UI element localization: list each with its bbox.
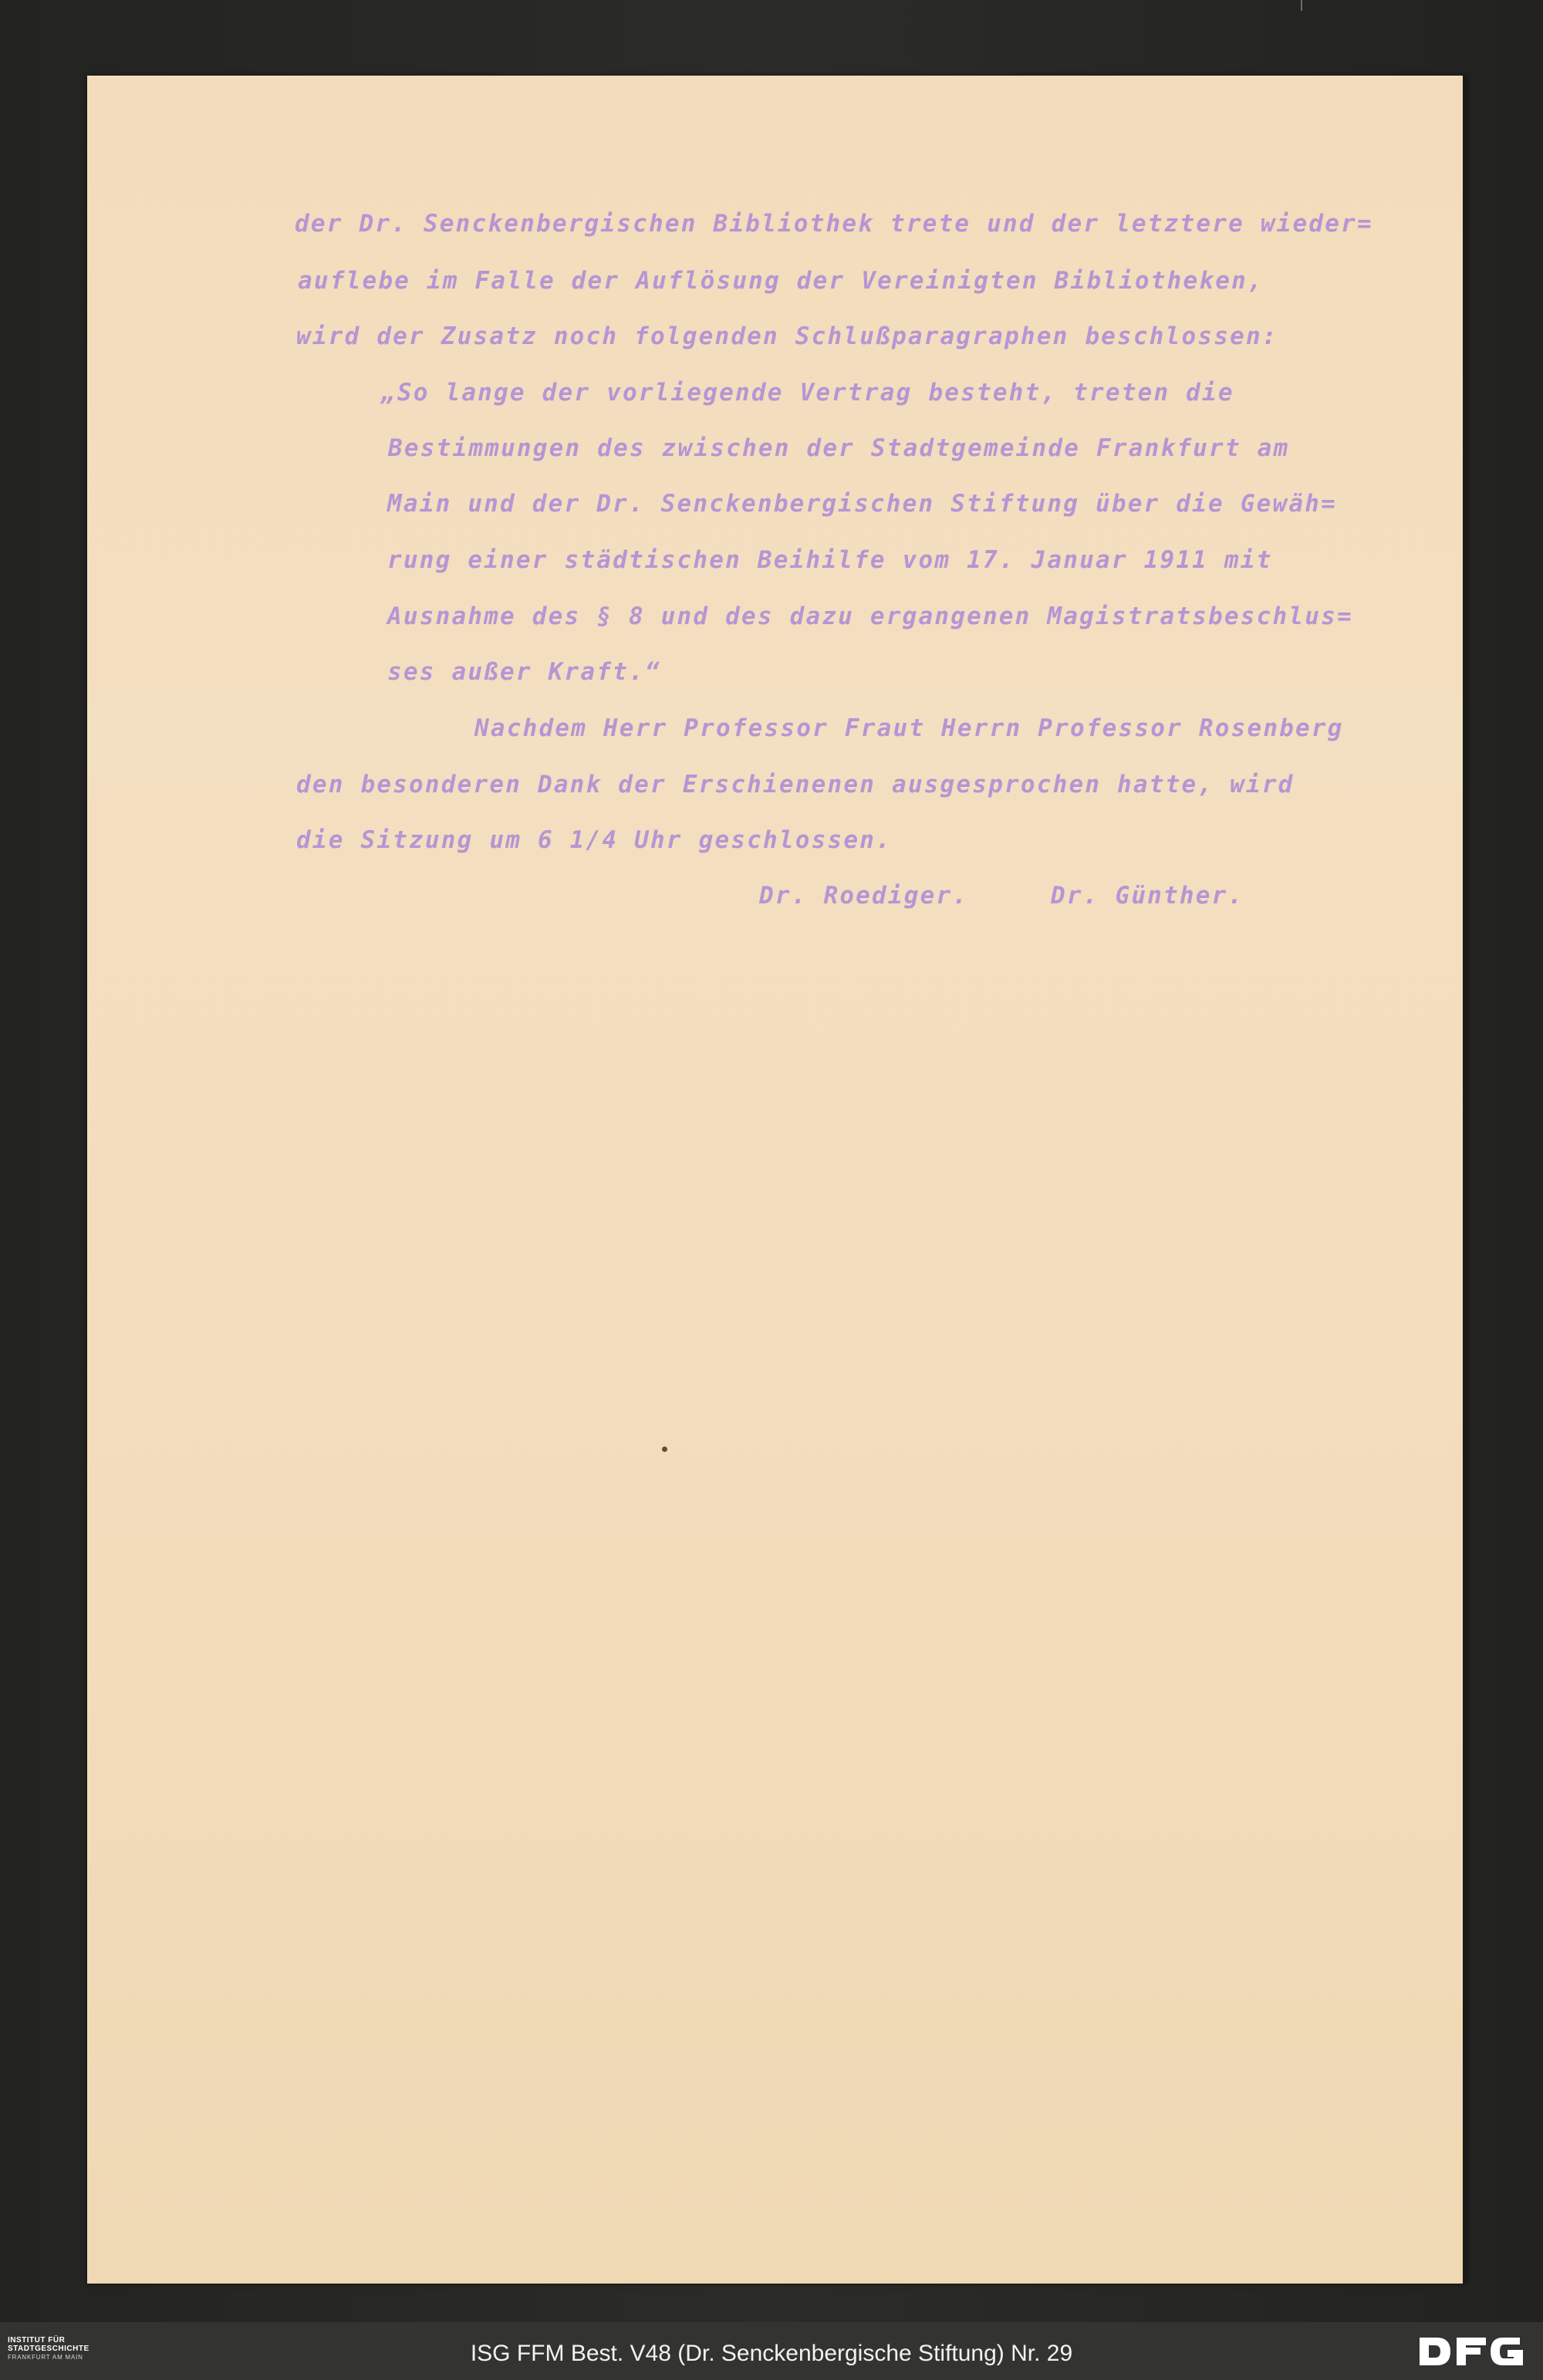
institute-city: FRANKFURT AM MAIN bbox=[8, 2354, 83, 2361]
signature-guenther: Dr. Günther. bbox=[1051, 882, 1244, 910]
institute-name-line2: STADTGESCHICHTE bbox=[8, 2345, 89, 2353]
text-line-7: rung einer städtischen Beihilfe vom 17. Januar 1911 mit bbox=[387, 546, 1273, 574]
text-line-2: auflebe im Falle der Auflösung der Vereinigten Bibliotheken, bbox=[298, 267, 1264, 295]
text-line-8: Ausnahme des § 8 und des dazu ergangenen Magistratsbeschlus= bbox=[387, 603, 1353, 630]
text-line-4: „So lange der vorliegende Vertrag besteht, treten die bbox=[381, 379, 1234, 407]
signature-roediger: Dr. Roediger. bbox=[759, 882, 969, 910]
text-line-5: Bestimmungen des zwischen der Stadtgemeinde Frankfurt am bbox=[388, 434, 1290, 462]
text-line-10: Nachdem Herr Professor Fraut Herrn Professor Rosenberg bbox=[474, 714, 1344, 742]
dfg-logo-icon bbox=[1416, 2334, 1532, 2368]
text-line-9: ses außer Kraft.“ bbox=[387, 658, 661, 686]
footer-bar bbox=[0, 2322, 1543, 2380]
text-line-1: der Dr. Senckenbergischen Bibliothek trete und der letztere wieder= bbox=[295, 210, 1373, 238]
text-line-11: den besonderen Dank der Erschienenen ausgesprochen hatte, wird bbox=[296, 771, 1295, 798]
archive-caption: ISG FFM Best. V48 (Dr. Senckenbergische Stiftung) Nr. 29 bbox=[470, 2341, 1073, 2366]
scan-mark bbox=[1301, 0, 1302, 11]
page-edge-shadow bbox=[1463, 76, 1467, 2284]
paper-speck bbox=[662, 1447, 667, 1452]
text-line-12: die Sitzung um 6 1/4 Uhr geschlossen. bbox=[296, 826, 892, 854]
text-line-6: Main und der Dr. Senckenbergischen Stiftung über die Gewäh= bbox=[387, 490, 1337, 518]
document-page bbox=[87, 76, 1467, 2284]
text-line-3: wird der Zusatz noch folgenden Schlußparagraphen beschlossen: bbox=[296, 322, 1278, 350]
institute-name-line1: INSTITUT FÜR bbox=[8, 2336, 66, 2345]
